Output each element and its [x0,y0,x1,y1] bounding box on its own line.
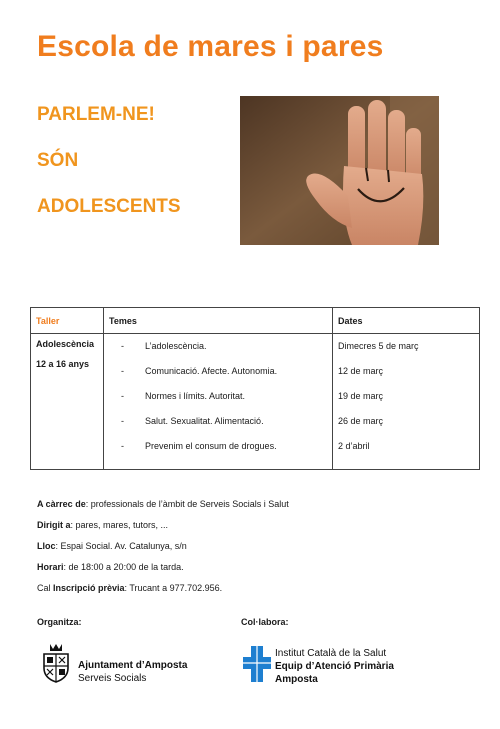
date-list [338,334,474,469]
table-header-row [31,308,480,334]
topic-list [109,334,327,469]
inscripcio-label: Inscripció prèvia [53,583,125,593]
info-block [37,498,289,603]
dirigit-label: Dirigit a [37,520,71,530]
cal-prefix: Cal [37,583,54,593]
lloc-value: : Espai Social. Av. Catalunya, s/n [55,541,187,551]
schedule-table [30,307,480,470]
list-item [109,390,327,415]
ics-line3: Amposta [275,674,318,685]
topic-text: L’adolescència. [145,341,207,351]
info-inscripcio [37,582,289,603]
dirigit-value: : pares, mares, tutors, ... [70,520,169,530]
bullet-dash: - [121,441,124,451]
horari-label: Horari [37,562,64,572]
carrec-label: A càrrec de [37,499,86,509]
headline-son: SÓN [37,150,79,171]
inscripcio-value: : Trucant a 977.702.956. [124,583,223,593]
bullet-dash: - [121,391,124,401]
taller-ages: 12 a 16 anys [36,359,90,369]
collabora-label: Col·labora: [241,617,289,627]
headline-adolescents: ADOLESCENTS [37,196,181,217]
topics-cell [104,334,333,470]
info-dirigit [37,519,289,540]
organitza-label: Organitza: [37,617,82,627]
list-item [109,415,327,440]
ajuntament-amposta-logo [40,640,215,688]
topic-text: Salut. Sexualitat. Alimentació. [145,416,264,426]
amposta-crest-icon [40,642,72,684]
dates-cell [333,334,480,470]
date-item: 26 de març [338,416,384,426]
lloc-label: Lloc [37,541,56,551]
page-title: Escola de mares i pares [37,30,384,63]
table-row [31,334,480,470]
amposta-name: Ajuntament d’Amposta [78,660,188,671]
header-temes: Temes [104,308,333,334]
header-dates: Dates [333,308,480,334]
ics-logo [243,646,443,691]
list-item [109,340,327,365]
date-item: 12 de març [338,366,384,376]
info-horari [37,561,289,582]
headline-parlem: PARLEM-NE! [37,104,155,125]
taller-name: Adolescència [36,339,95,349]
topic-text: Comunicació. Afecte. Autonomia. [145,366,278,376]
horari-value: : de 18:00 a 20:00 de la tarda. [63,562,184,572]
list-item [109,365,327,390]
carrec-value: : professionals de l’àmbit de Serveis Socials i Salut [85,499,289,509]
date-item: 2 d’abril [338,441,370,451]
medical-cross-icon [243,646,271,682]
amposta-sub: Serveis Socials [78,673,147,684]
header-taller: Taller [31,308,104,334]
bullet-dash: - [121,416,124,426]
topic-text: Normes i límits. Autoritat. [145,391,246,401]
bullet-dash: - [121,366,124,376]
date-item: 19 de març [338,391,384,401]
list-item [109,440,327,465]
info-carrec [37,498,289,519]
date-item: Dimecres 5 de març [338,341,419,351]
ics-line1: Institut Català de la Salut [275,648,387,659]
topic-text: Prevenim el consum de drogues. [145,441,277,451]
info-lloc [37,540,289,561]
hand-with-smiley-photo [240,96,439,245]
taller-cell [31,334,104,470]
bullet-dash: - [121,341,124,351]
ics-line2: Equip d’Atenció Primària [275,661,394,672]
